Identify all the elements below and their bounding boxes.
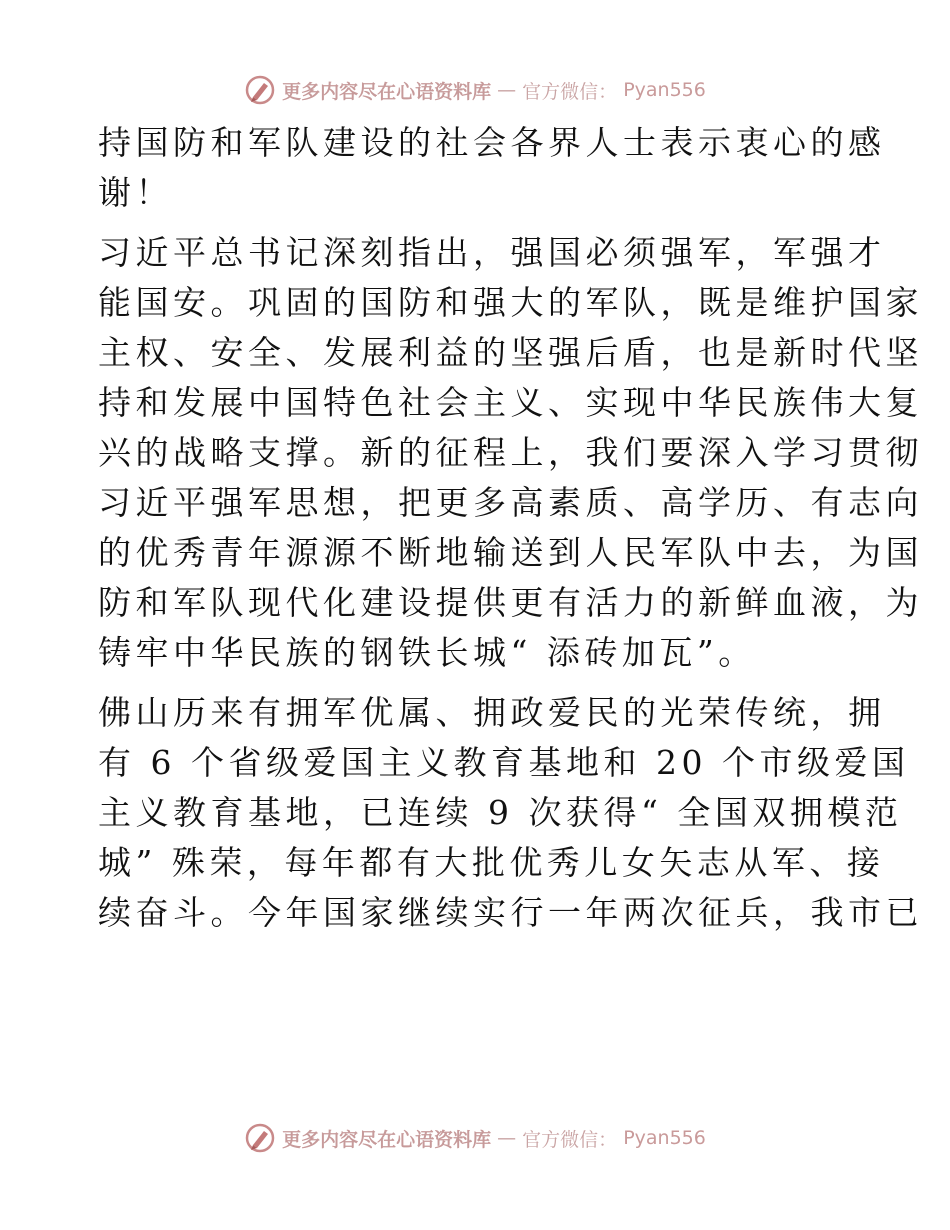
text-line: 兴的战略支撑。新的征程上，我们要深入学习贯彻 [98,433,923,472]
text-line: 铸牢中华民族的钢铁长城“ 添砖加瓦”。 [98,633,756,672]
watermark-wechat-id: Pyan556 [623,79,706,101]
watermark-separator: — [497,1127,517,1149]
text-line: 的优秀青年源源不断地输送到人民军队中去，为国 [98,533,923,572]
watermark-contact-label: 官方微信： [522,1128,618,1151]
text-line: 持国防和军队建设的社会各界人士表示衷心的感 [98,123,886,162]
watermark-main-text: 更多内容尽在心语资料库 [282,1128,492,1151]
text-line: 习近平总书记深刻指出，强国必须强军，军强才 [98,233,886,272]
header-watermark [0,70,950,110]
watermark-main-text: 更多内容尽在心语资料库 [282,80,492,103]
pen-logo-icon [244,1122,276,1154]
text-line: 持和发展中国特色社会主义、实现中华民族伟大复 [98,383,923,422]
footer-watermark [0,1118,950,1158]
text-line: 城” 殊荣，每年都有大批优秀儿女矢志从军、接 [98,843,885,882]
text-line: 谢！ [98,173,173,212]
text-line: 习近平强军思想，把更多高素质、高学历、有志向 [98,483,923,522]
text-line: 主义教育基地，已连续 9 次获得“ 全国双拥模范 [98,793,903,832]
text-line: 主权、安全、发展利益的坚强后盾，也是新时代坚 [98,333,923,372]
text-line: 能国安。巩固的国防和强大的军队，既是维护国家 [98,283,923,322]
text-line: 续奋斗。今年国家继续实行一年两次征兵，我市已 [98,893,923,932]
pen-logo-icon [244,74,276,106]
watermark-wechat-id: Pyan556 [623,1127,706,1149]
watermark-separator: — [497,79,517,101]
document-body [98,118,923,938]
paragraph-2 [98,228,923,678]
paragraph-1 [98,118,886,218]
paragraph-3 [98,688,923,938]
watermark-contact-label: 官方微信： [522,80,618,103]
text-line: 有 6 个省级爱国主义教育基地和 20 个市级爱国 [98,743,910,782]
text-line: 佛山历来有拥军优属、拥政爱民的光荣传统，拥 [98,693,886,732]
text-line: 防和军队现代化建设提供更有活力的新鲜血液，为 [98,583,923,622]
